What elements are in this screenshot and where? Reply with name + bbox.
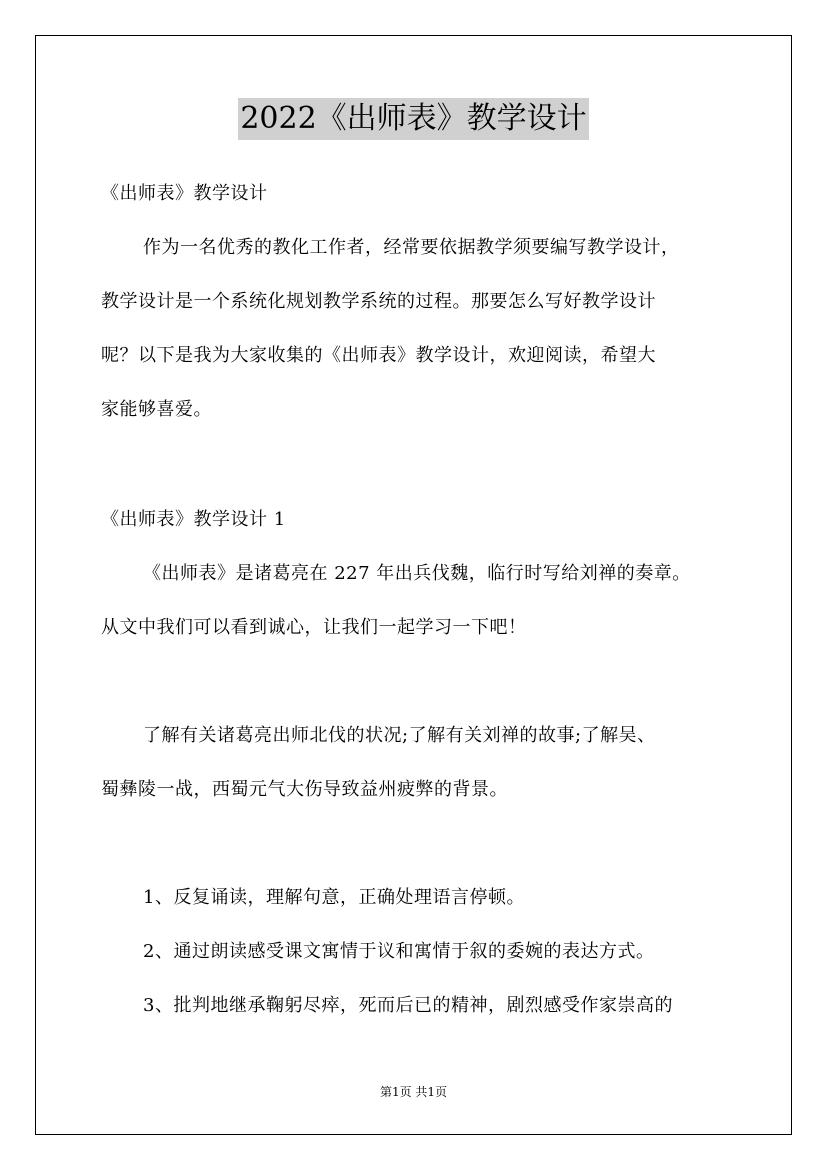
paragraph-line: 《出师表》是诸葛亮在 227 年出兵伐魏，临行时写给刘禅的奏章。 — [143, 563, 691, 584]
list-item: 3、批判地继承鞠躬尽瘁，死而后已的精神，剧烈感受作家崇高的 — [143, 995, 673, 1016]
paragraph-line: 呢？以下是我为大家收集的《出师表》教学设计，欢迎阅读，希望大 — [101, 345, 656, 366]
paragraph-line: 家能够喜爱。 — [101, 399, 212, 420]
paragraph-line: 教学设计是一个系统化规划教学系统的过程。那要怎么写好教学设计 — [101, 291, 656, 312]
paragraph-line: 蜀彝陵一战，西蜀元气大伤导致益州疲弊的背景。 — [101, 779, 508, 800]
list-item: 2、通过朗读感受课文寓情于议和寓情于叙的委婉的表达方式。 — [143, 941, 655, 962]
section-heading: 《出师表》教学设计 — [101, 183, 268, 204]
section-heading: 《出师表》教学设计 1 — [101, 509, 286, 530]
document-title: 2022《出师表》教学设计 — [238, 98, 588, 140]
paragraph-line: 从文中我们可以看到诚心，让我们一起学习一下吧！ — [101, 617, 527, 638]
page-footer: 第1页 共1页 — [379, 1085, 448, 1099]
paragraph-line: 作为一名优秀的教化工作者，经常要依据教学须要编写教学设计， — [143, 237, 680, 258]
list-item: 1、反复诵读，理解句意，正确处理语言停顿。 — [143, 887, 525, 908]
paragraph-line: 了解有关诸葛亮出师北伐的状况;了解有关刘禅的故事;了解吴、 — [143, 725, 656, 746]
title-container — [0, 98, 827, 140]
